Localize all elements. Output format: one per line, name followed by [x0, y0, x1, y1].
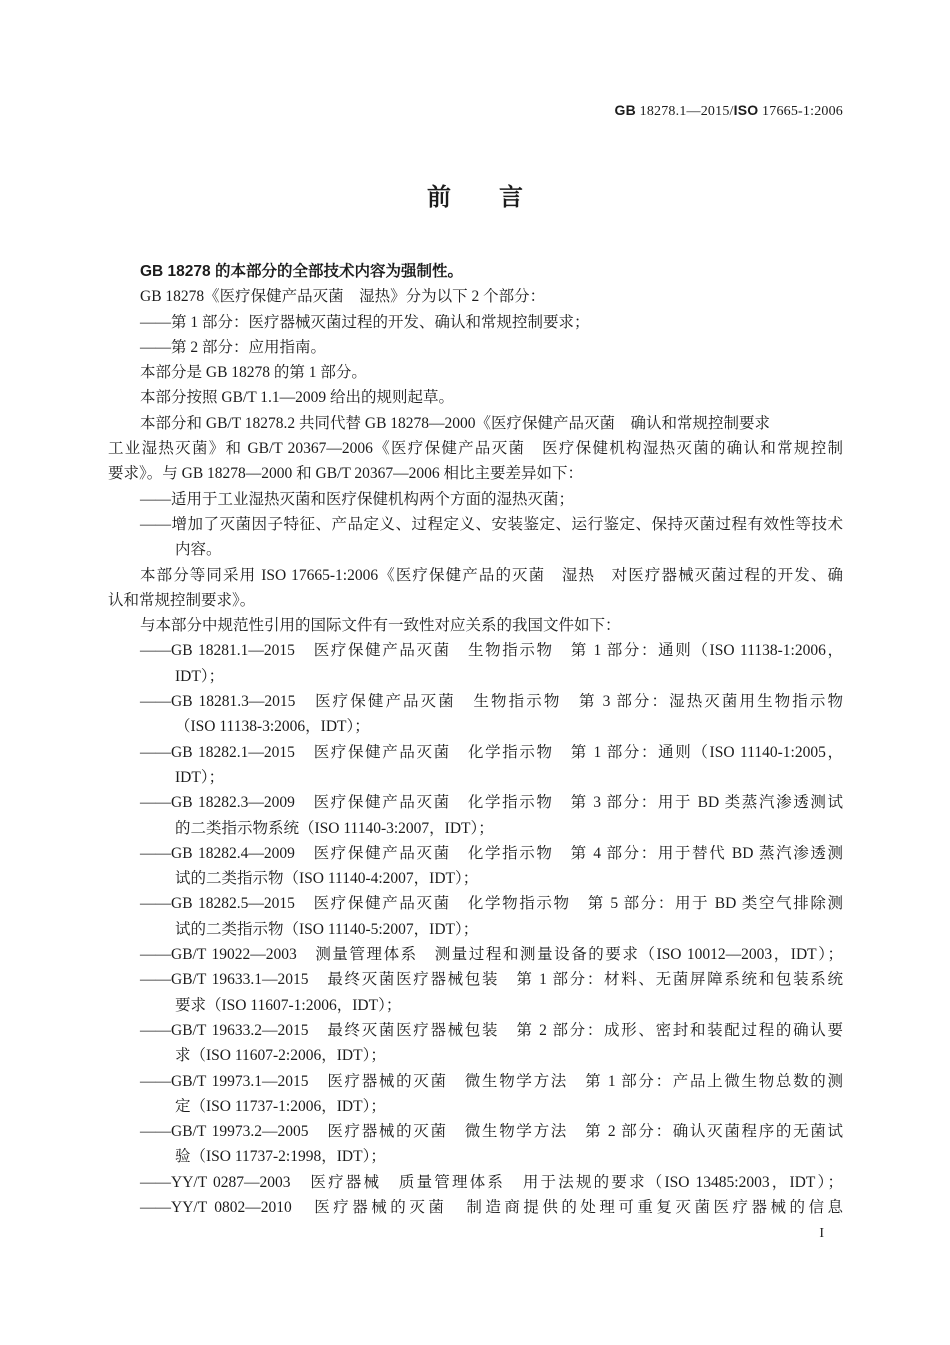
text-line: ——GB 18282.1—2015 医疗保健产品灭菌 化学指示物 第 1 部分：通则（ISO 11140-1:2005， [140, 743, 843, 761]
text-line: ——GB/T 19973.1—2015 医疗器械的灭菌 微生物学方法 第 1 部分：产品上微生物总数的测 [140, 1072, 843, 1090]
list-item-difference-1 [108, 487, 843, 512]
text-line: IDT）； [175, 667, 225, 685]
text-line: GB 18278《医疗保健产品灭菌 湿热》分为以下 2 个部分： [140, 288, 546, 306]
text-line: ——第 2 部分：应用指南。 [140, 338, 327, 356]
paragraph-adoption [108, 563, 843, 614]
text-line: ——GB/T 19022—2003 测量管理体系 测量过程和测量设备的要求（ISO 10012—2003，IDT）； [140, 946, 843, 964]
paragraph-references-intro [108, 613, 843, 638]
text-line: ——增加了灭菌因子特征、产品定义、过程定义、安装鉴定、运行鉴定、保持灭菌过程有效性等技术 [140, 515, 843, 533]
text-line: ——GB 18281.1—2015 医疗保健产品灭菌 生物指示物 第 1 部分：通则（ISO 11138-1:2006， [140, 642, 843, 660]
paragraph-mandatory-statement [108, 259, 843, 284]
list-item-reference [108, 1170, 843, 1195]
text-line: ——GB 18282.5—2015 医疗保健产品灭菌 化学物指示物 第 5 部分：用于 BD 类空气排除测 [140, 895, 843, 913]
text-line: 定（ISO 11737-1:2006，IDT）； [175, 1097, 386, 1115]
text-line: 本部分和 GB/T 18278.2 共同代替 GB 18278—2000《医疗保健产品灭菌 确认和常规控制要求 [140, 414, 771, 432]
text-line: ——YY/T 0287—2003 医疗器械 质量管理体系 用于法规的要求（ISO 13485:2003，IDT）； [140, 1173, 843, 1191]
page-number: I [819, 1226, 824, 1241]
text-line: （ISO 11138-3:2006，IDT）； [175, 718, 370, 736]
text-line: GB 18278 的本部分的全部技术内容为强制性。 [140, 263, 463, 280]
text-line: ——GB/T 19633.1—2015 最终灭菌医疗器械包装 第 1 部分：材料、无菌屏障系统和包装系统 [140, 971, 843, 989]
list-item-reference [108, 967, 843, 1018]
text-line: ——GB/T 19633.2—2015 最终灭菌医疗器械包装 第 2 部分：成形、密封和装配过程的确认要 [140, 1021, 843, 1039]
text-line: 试的二类指示物（ISO 11140-4:2007，IDT）； [175, 870, 479, 888]
text-line: ——GB 18281.3—2015 医疗保健产品灭菌 生物指示物 第 3 部分：湿热灭菌用生物指示物 [140, 693, 843, 711]
list-item-reference [108, 841, 843, 892]
list-item-reference [108, 1069, 843, 1120]
text-line: ——GB/T 19973.2—2005 医疗器械的灭菌 微生物学方法 第 2 部分：确认灭菌程序的无菌试 [140, 1123, 843, 1141]
text-line: 求（ISO 11607-2:2006，IDT）； [175, 1047, 386, 1065]
foreword-body [108, 259, 843, 1220]
foreword-title: 前 言 [427, 184, 523, 211]
text-line: 要求》。与 GB 18278—2000 和 GB/T 20367—2006 相比主要差异如下： [108, 465, 584, 483]
text-line: 本部分按照 GB/T 1.1—2009 给出的规则起草。 [140, 389, 455, 407]
header-gb-number: 18278.1—2015/ [635, 104, 734, 119]
text-line: 验（ISO 11737-2:1998，IDT）； [175, 1148, 386, 1166]
list-item-difference-2 [108, 512, 843, 563]
text-line: 与本部分中规范性引用的国际文件有一致性对应关系的我国文件如下： [140, 617, 621, 635]
list-item-reference [108, 891, 843, 942]
list-item-reference [108, 689, 843, 740]
text-line: 内容。 [175, 541, 222, 559]
list-item-reference [108, 740, 843, 791]
text-line: ——YY/T 0802—2010 医疗器械的灭菌 制造商提供的处理可重复灭菌医疗器械的信息 [140, 1198, 843, 1216]
text-line: 试的二类指示物（ISO 11140-5:2007，IDT）； [175, 920, 479, 938]
text-line: ——适用于工业湿热灭菌和医疗保健机构两个方面的湿热灭菌； [140, 490, 575, 508]
header-iso-number: 17665-1:2006 [758, 104, 843, 119]
list-item-reference [108, 1119, 843, 1170]
text-line: 本部分等同采用 ISO 17665-1:2006《医疗保健产品的灭菌 湿热 对医疗器械灭菌过程的开发、确 [140, 566, 843, 584]
header-gb-prefix: GB [614, 102, 636, 118]
list-item-reference [108, 1018, 843, 1069]
text-line: ——第 1 部分：医疗器械灭菌过程的开发、确认和常规控制要求； [140, 313, 590, 331]
list-item-reference [108, 942, 843, 967]
text-line: 本部分是 GB 18278 的第 1 部分。 [140, 364, 367, 382]
text-line: ——GB 18282.4—2009 医疗保健产品灭菌 化学指示物 第 4 部分：用于替代 BD 蒸汽渗透测 [140, 844, 843, 862]
paragraph-replacement [108, 411, 843, 487]
list-item-reference [108, 1195, 843, 1220]
paragraph-parts-intro [108, 284, 843, 309]
standard-code-header [615, 100, 843, 122]
text-line: 的二类指示物系统（ISO 11140-3:2007，IDT）； [175, 819, 494, 837]
text-line: 认和常规控制要求》。 [108, 591, 256, 609]
text-line: IDT）； [175, 768, 225, 786]
text-line: 工业湿热灭菌》和 GB/T 20367—2006《医疗保健产品灭菌 医疗保健机构湿热灭菌的确认和常规控制 [108, 440, 843, 458]
list-item-reference [108, 790, 843, 841]
header-iso-prefix: ISO [733, 102, 759, 118]
list-item-part-1 [108, 310, 843, 335]
paragraph-this-part [108, 360, 843, 385]
list-item-part-2 [108, 335, 843, 360]
paragraph-drafting-rules [108, 385, 843, 410]
list-item-reference [108, 638, 843, 689]
text-line: 要求（ISO 11607-1:2006，IDT）； [175, 996, 402, 1014]
text-line: ——GB 18282.3—2009 医疗保健产品灭菌 化学指示物 第 3 部分：用于 BD 类蒸汽渗透测试 [140, 794, 843, 812]
